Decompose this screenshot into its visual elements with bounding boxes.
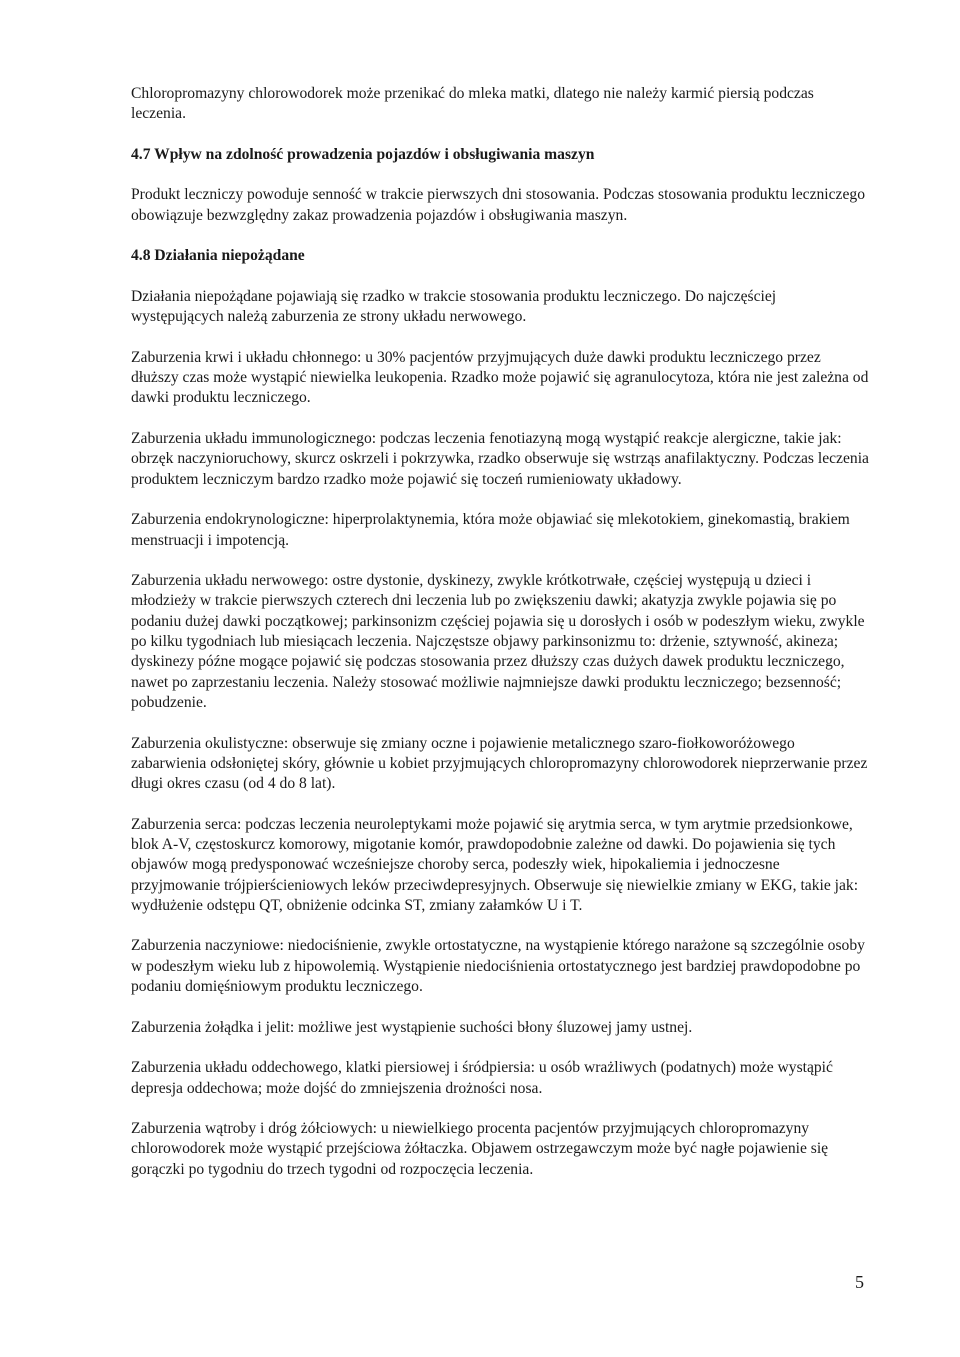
paragraph-respiratory-disorders: Zaburzenia układu oddechowego, klatki piersiowej i śródpiersia: u osób wrażliwych (podatnych) może wystąpić depresja oddechowa; może dojść do zmniejszenia drożności nosa.: [131, 1059, 833, 1097]
document-body: [131, 84, 871, 1200]
page-number: 5: [855, 1272, 864, 1292]
paragraph-immune-disorders: Zaburzenia układu immunologicznego: podczas leczenia fenotiazyną mogą wystąpić reakcje alergiczne, takie jak: obrzęk naczynioruchowy, skurcz oskrzeli i pokrzywka, rzadko obserwuje się wstrząs anafilaktyczny. Podczas leczenia produktem leczniczym bardzo rzadko może pojawić się toczeń rumieniowaty układowy.: [131, 430, 869, 488]
paragraph-eye-disorders: Zaburzenia okulistyczne: obserwuje się zmiany oczne i pojawienie metalicznego szaro-fiołkoworóżowego zabarwienia odsłoniętej skóry, głównie u kobiet przyjmujących chloropromazyny chlorowodorek nieprzerwanie przez długi okres czasu (od 4 do 8 lat).: [131, 734, 868, 793]
paragraph-blood-disorders: Zaburzenia krwi i układu chłonnego: u 30% pacjentów przyjmujących duże dawki produktu leczniczego przez dłuższy czas może wystąpić niewielka leukopenia. Rzadko może pojawić się agranulocytoza, która nie jest zależna od dawki produktu leczniczego.: [131, 348, 869, 407]
paragraph-vascular-disorders: Zaburzenia naczyniowe: niedociśnienie, zwykle ortostatyczne, na wystąpienie którego narażone są szczególnie osoby w podeszłym wieku lub z hipowolemią. Wystąpienie niedociśnienia ortostatycznego jest bardziej prawdopodobne po podaniu domięśniowym produktu leczniczego.: [131, 937, 865, 996]
paragraph-endocrine-disorders: Zaburzenia endokrynologiczne: hiperprolaktynemia, która może objawiać się mlekotokiem, ginekomastią, brakiem menstruacji i impotencją.: [131, 511, 850, 549]
heading-section-4-8: 4.8 Działania niepożądane: [131, 247, 305, 265]
paragraph-breastfeeding: Chloropromazyny chlorowodorek może przenikać do mleka matki, dlatego nie należy karmić piersią podczas leczenia.: [131, 85, 814, 123]
paragraph-cardiac-disorders: Zaburzenia serca: podczas leczenia neuroleptykami może pojawić się arytmia serca, w tym arytmie przedsionkowe, blok A-V, częstoskurcz komorowy, migotanie komór, prawdopodobnie zależne od dawki. Do pojawienia się tych objawów mogą predysponować wcześniejsze choroby serca, podeszły wiek, hipokaliemia i jednoczesne przyjmowanie trójpierścieniowych leków przeciwdepresyjnych. Obserwuje się niewielkie zmiany w EKG, takie jak: wydłużenie odstępu QT, obniżenie odcinka ST, zmiany załamków U i T.: [131, 815, 859, 914]
paragraph-nervous-disorders: Zaburzenia układu nerwowego: ostre dystonie, dyskinezy, zwykle krótkotrwałe, częściej występują u dzieci i młodzieży w trakcie pierwszych czterech dni leczenia lub po zwiększeniu dawki; akatyzja zwykle pojawia się po podaniu dużej dawki początkowej; parkinsonizm częściej pojawia się u dorosłych i osób w podeszłym wieku, zwykle po kilku tygodniach lub miesiącach leczenia. Najczęstsze objawy parkinsonizmu to: drżenie, sztywność, akineza; dyskinezy późne mogące pojawić się podczas stosowania przez dłuższy czas dużych dawek produktu leczniczego, nawet po zaprzestaniu leczenia. Należy stosować możliwie najmniejsze dawki produktu leczniczego; bezsenność; pobudzenie.: [131, 572, 865, 711]
paragraph-gastro-disorders: Zaburzenia żołądka i jelit: możliwe jest wystąpienie suchości błony śluzowej jamy ustnej.: [131, 1018, 693, 1036]
paragraph-adverse-intro: Działania niepożądane pojawiają się rzadko w trakcie stosowania produktu leczniczego. Do najczęściej występujących należą zaburzenia ze strony układu nerwowego.: [131, 287, 777, 326]
paragraph-hepatobiliary-disorders: Zaburzenia wątroby i dróg żółciowych: u niewielkiego procenta pacjentów przyjmujących chloropromazyny chlorowodorek może wystąpić przejściowa żółtaczka. Objawem ostrzegawczym może być nagłe pojawienie się gorączki po tygodniu do trzech tygodni od rozpoczęcia leczenia.: [131, 1120, 829, 1178]
paragraph-driving: Produkt leczniczy powoduje senność w trakcie pierwszych dni stosowania. Podczas stosowania produktu leczniczego obowiązuje bezwzględny zakaz prowadzenia pojazdów i obsługiwania maszyn.: [131, 186, 865, 224]
heading-section-4-7: 4.7 Wpływ na zdolność prowadzenia pojazdów i obsługiwania maszyn: [131, 145, 595, 163]
